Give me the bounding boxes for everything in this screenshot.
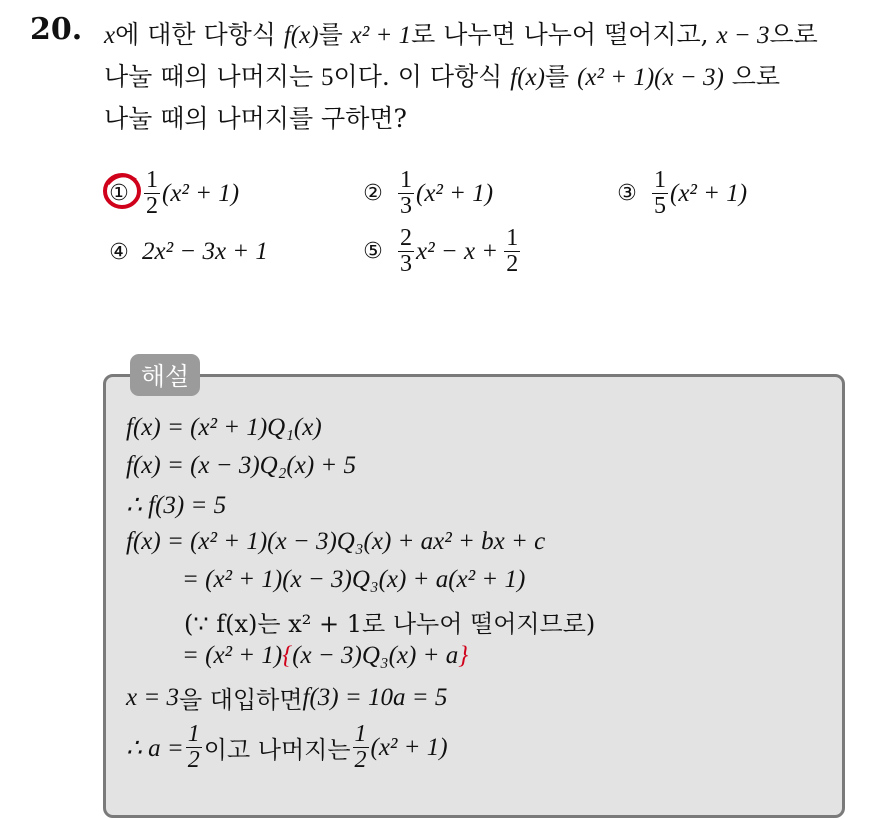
- stem-text: 나눌 때의 나머지는: [104, 62, 322, 91]
- choice-1-mark: ①: [109, 181, 129, 206]
- frac-num: 1: [400, 167, 412, 193]
- stem-text: 이다. 이 다항식: [333, 62, 511, 91]
- stem-text: 으로: [769, 20, 818, 49]
- stem-text: 로 나누면 나누어 떨어지고,: [411, 20, 717, 49]
- fx-expr: f(x): [510, 64, 545, 91]
- remainder-value: 5: [321, 64, 334, 91]
- frac-den: 3: [400, 193, 412, 219]
- solution-line-1: f(x) = (x² + 1)Q₁(x): [126, 414, 322, 441]
- choice-5-coef: [398, 226, 414, 277]
- choice-3[interactable]: [614, 168, 747, 219]
- choice-3-coef: [652, 168, 668, 219]
- frac-den: 2: [506, 251, 519, 277]
- question-stem: [104, 14, 864, 139]
- brace-open: {: [282, 642, 293, 669]
- stem-text: 를: [318, 20, 351, 49]
- solution-tab-label: 해설: [130, 354, 200, 396]
- divisor-expr: x − 3: [716, 22, 770, 49]
- expr-part: f(3) = 10a = 5: [302, 683, 448, 711]
- choice-5-expr: x² − x +: [416, 237, 499, 265]
- choice-5-mark: ⑤: [363, 239, 383, 264]
- frac-den: 5: [654, 193, 666, 219]
- expr-part: = (x² + 1): [182, 642, 283, 669]
- solution-line-3: ∴ f(3) = 5: [126, 492, 227, 519]
- frac-a: [186, 722, 202, 773]
- solution-line-9: [126, 722, 448, 773]
- expr-part: (x² + 1): [370, 733, 448, 761]
- choice-1-expr: (x² + 1): [162, 179, 240, 207]
- solution-line-4: f(x) = (x² + 1)(x − 3)Q₃(x) + ax² + bx + c: [126, 528, 546, 555]
- stem-text: 으로: [723, 62, 781, 91]
- solution-note: (∵ f(x)는 x² + 1로 나누어 떨어지므로): [184, 610, 596, 638]
- poly-expr: x² + 1: [350, 22, 412, 49]
- solution-line-8: [126, 680, 447, 715]
- frac-num: 1: [146, 167, 158, 193]
- stem-line-3: 나눌 때의 나머지를 구하면?: [104, 104, 407, 133]
- expr-part: (x − 3)Q₃(x) + a: [292, 642, 459, 669]
- choice-4-expr: 2x² − 3x + 1: [142, 238, 268, 265]
- text-part: 이고 나머지는: [203, 736, 351, 764]
- frac-num: 1: [654, 167, 666, 193]
- choice-1-coef: [144, 168, 160, 219]
- choice-1[interactable]: [106, 168, 239, 219]
- stem-line-1: [104, 14, 864, 56]
- choice-5-tail: [504, 226, 520, 277]
- solution-line-2: f(x) = (x − 3)Q₂(x) + 5: [126, 452, 357, 479]
- frac-den: 3: [400, 251, 412, 277]
- stem-line-2: [104, 56, 864, 98]
- choice-2-mark: ②: [363, 181, 383, 206]
- choice-2-expr: (x² + 1): [416, 179, 494, 207]
- question-number: 20.: [30, 12, 83, 47]
- frac-remainder: [353, 722, 369, 773]
- solution-line-6: [184, 604, 595, 639]
- expr-part: ∴ a =: [126, 734, 184, 762]
- choice-3-mark: ③: [617, 181, 637, 206]
- solution-line-7: [182, 642, 468, 670]
- fx-expr: f(x): [283, 22, 319, 49]
- frac-den: 2: [187, 747, 200, 773]
- expr-part: x = 3: [126, 683, 179, 711]
- choice-2-coef: [398, 168, 414, 219]
- frac-num: 1: [187, 721, 200, 747]
- frac-num: 1: [354, 721, 367, 747]
- choice-3-expr: (x² + 1): [670, 179, 748, 207]
- frac-den: 2: [146, 193, 158, 219]
- choice-2[interactable]: [360, 168, 493, 219]
- choice-5[interactable]: [360, 226, 522, 277]
- stem-text: 를: [544, 62, 578, 91]
- divisor-product: (x² + 1)(x − 3): [577, 64, 724, 91]
- frac-den: 2: [354, 747, 367, 773]
- solution-line-5: = (x² + 1)(x − 3)Q₃(x) + a(x² + 1): [182, 566, 526, 593]
- var-x: x: [104, 22, 116, 49]
- brace-close: }: [458, 642, 469, 669]
- frac-num: 2: [400, 225, 412, 251]
- text-part: 을 대입하면: [178, 686, 303, 714]
- choice-4[interactable]: [106, 238, 268, 266]
- frac-num: 1: [506, 225, 519, 251]
- choice-4-mark: ④: [109, 239, 129, 265]
- stem-text: 에 대한 다항식: [115, 20, 284, 49]
